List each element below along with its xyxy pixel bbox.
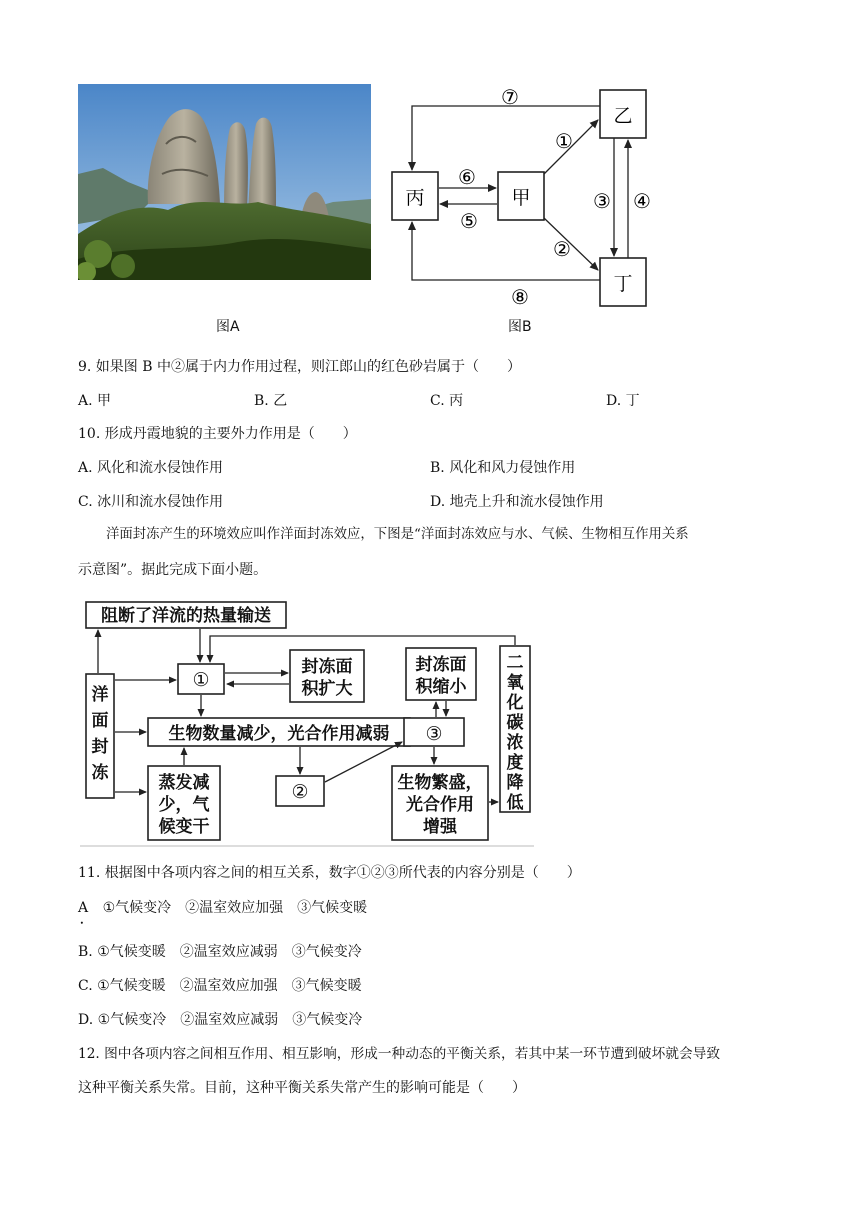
figure-a-photo <box>78 84 371 280</box>
q11-option-a <box>78 898 367 918</box>
q11-option-b <box>78 942 362 962</box>
node-bing: 丙 <box>405 187 425 209</box>
label-co2-6: 度 <box>506 753 524 773</box>
label-bio-thrive-2: 光合作用 <box>406 795 474 815</box>
arrow-4-label: ④ <box>633 189 651 213</box>
q11-option-b-label: B. <box>78 944 93 960</box>
q12-stem-line-2: 这种平衡关系失常。目前，这种平衡关系失常产生的影响可能是（ ） <box>78 1080 526 1096</box>
label-co2-3: 化 <box>506 693 524 713</box>
intro-line-2: 示意图”。据此完成下面小题。 <box>78 562 268 578</box>
q11-option-a-text: ①气候变冷 ②温室效应加强 ③气候变暖 <box>102 900 368 916</box>
q9-option-b: B. 乙 <box>254 393 288 409</box>
q11-stem: 11. 根据图中各项内容之间的相互关系，数字①②③所代表的内容分别是（ ） <box>78 865 581 881</box>
q9-option-c: C. 丙 <box>430 393 464 409</box>
figure-b-caption: 图B <box>508 319 532 335</box>
arrow-6-label: ⑥ <box>458 165 476 189</box>
node-ding: 丁 <box>613 273 633 295</box>
q11-option-b-text: ①气候变暖 ②温室效应减弱 ③气候变冷 <box>97 944 362 960</box>
q11-option-d-label: D. <box>78 1012 94 1028</box>
label-circle-1: ① <box>192 669 210 691</box>
arrow-3-label: ③ <box>593 189 611 213</box>
node-jia: 甲 <box>511 187 531 209</box>
q11-option-d <box>78 1010 362 1030</box>
q9-stem: 9. 如果图 B 中②属于内力作用过程，则江郎山的红色砂岩属于（ ） <box>78 359 521 375</box>
q11-option-c-label: C. <box>78 978 93 994</box>
ocean-freeze-flowchart <box>80 596 536 848</box>
q10-option-d: D. 地壳上升和流水侵蚀作用 <box>430 494 604 510</box>
label-freeze-shrink-2: 积缩小 <box>415 677 467 697</box>
label-ocean-freeze-4: 冻 <box>91 763 109 783</box>
label-circle-3: ③ <box>425 723 443 745</box>
label-ocean-freeze-3: 封 <box>91 737 109 757</box>
label-bio-decrease: 生物数量减少，光合作用减弱 <box>168 724 390 744</box>
label-bio-thrive-1: 生物繁盛， <box>397 773 483 793</box>
q11-option-a-dot: ． <box>80 912 93 926</box>
label-co2-4: 碳 <box>506 713 524 733</box>
label-ocean-freeze-2: 面 <box>91 711 109 731</box>
node-yi: 乙 <box>613 105 633 127</box>
label-co2-5: 浓 <box>506 733 524 753</box>
label-co2-7: 降 <box>506 773 524 793</box>
label-circle-2: ② <box>291 781 309 803</box>
label-co2-2: 氧 <box>506 673 524 693</box>
arrow-1-label: ① <box>555 129 573 153</box>
q10-stem: 10. 形成丹霞地貌的主要外力作用是（ ） <box>78 426 357 442</box>
label-evap-1: 蒸发减 <box>158 773 210 793</box>
q12-stem-line-1: 12. 图中各项内容之间相互作用、相互影响，形成一种动态的平衡关系，若其中某一环节遭到破坏就会导致 <box>78 1046 721 1062</box>
label-bio-thrive-3: 增强 <box>423 817 457 837</box>
arrow-5-label: ⑤ <box>460 209 478 233</box>
arrow-7-label: ⑦ <box>501 85 519 109</box>
label-co2-1: 二 <box>506 653 524 673</box>
figure-a-caption: 图A <box>216 319 240 335</box>
q9-option-d: D. 丁 <box>606 393 640 409</box>
label-freeze-shrink-1: 封冻面 <box>415 655 467 675</box>
q9-option-a: A. 甲 <box>78 393 112 409</box>
label-freeze-expand-1: 封冻面 <box>301 657 353 677</box>
label-freeze-expand-2: 积扩大 <box>301 679 353 699</box>
intro-line-1: 洋面封冻产生的环境效应叫作洋面封冻效应，下图是“洋面封冻效应与水、气候、生物相互作用关系 <box>106 527 689 542</box>
label-evap-3: 候变干 <box>158 817 210 837</box>
label-evap-2: 少，气 <box>158 795 210 815</box>
q11-option-c <box>78 976 362 996</box>
q11-option-a-label: A <box>78 900 89 916</box>
q11-option-d-text: ①气候变冷 ②温室效应减弱 ③气候变冷 <box>97 1012 363 1028</box>
arrow-8 <box>412 222 600 280</box>
figure-b-diagram <box>388 80 658 312</box>
label-co2-8: 低 <box>506 793 524 813</box>
label-ocean-freeze-1: 洋 <box>91 685 109 705</box>
label-block-heat: 阻断了洋流的热量输送 <box>101 606 271 626</box>
q10-option-a: A. 风化和流水侵蚀作用 <box>78 460 224 476</box>
arrow-8-label: ⑧ <box>511 285 529 309</box>
arrow-2-label: ② <box>553 237 571 261</box>
q10-option-c: C. 冰川和流水侵蚀作用 <box>78 494 224 510</box>
q10-option-b: B. 风化和风力侵蚀作用 <box>430 460 576 476</box>
q11-option-c-text: ①气候变暖 ②温室效应加强 ③气候变暖 <box>97 978 362 994</box>
